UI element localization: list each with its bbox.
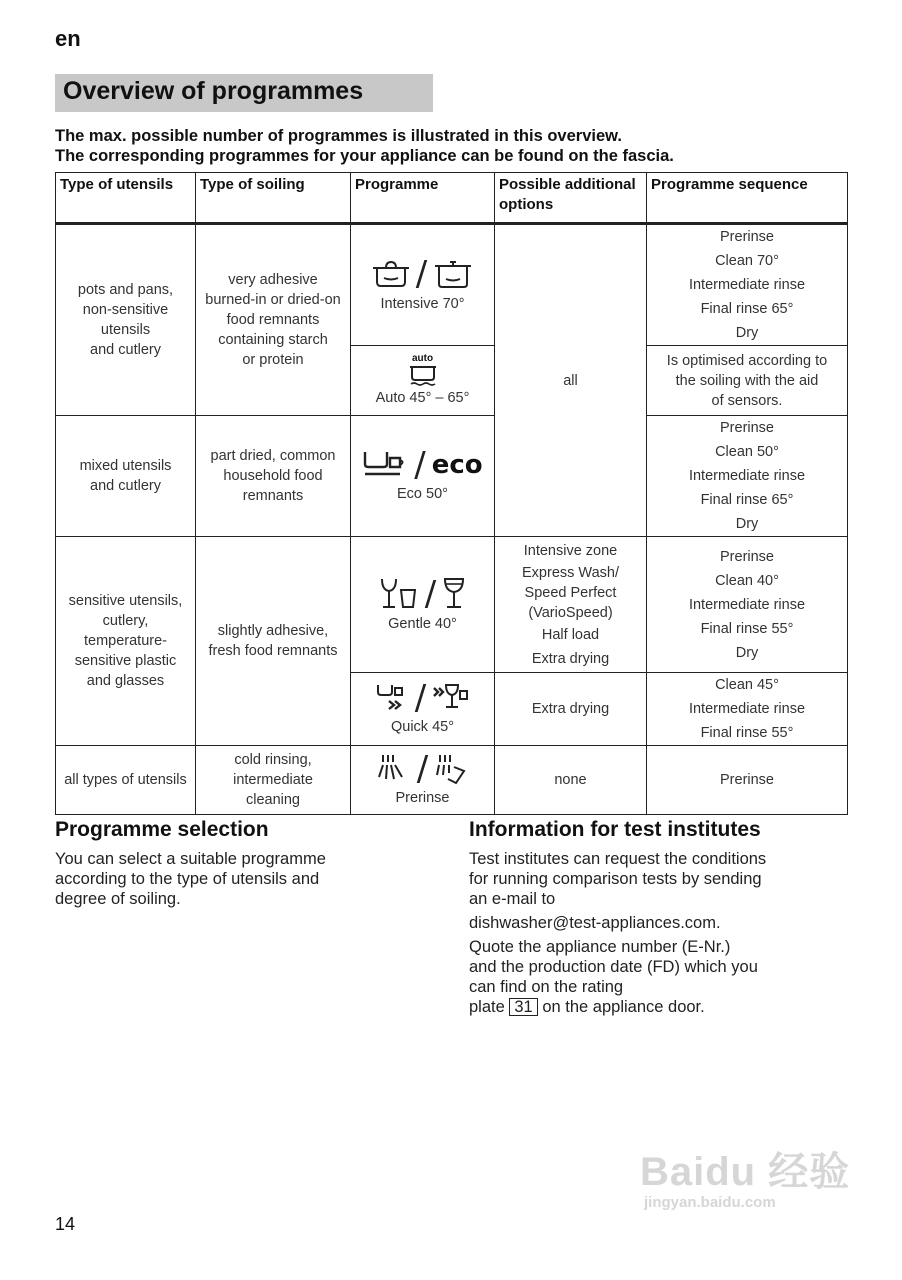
sequence-step: Prerinse — [720, 548, 774, 565]
programme-prerinse — [351, 746, 495, 815]
header-programme-sequence: Programme sequence — [647, 173, 848, 224]
programme-gentle — [351, 537, 495, 673]
options-all-cell — [495, 224, 647, 537]
option-item: Speed Perfect — [524, 584, 617, 601]
programme-name: Gentle 40° — [388, 615, 457, 632]
utensils-line: sensitive plastic — [74, 653, 177, 669]
programme-name: Quick 45° — [390, 719, 455, 735]
utensils-line: sensitive utensils, — [68, 593, 183, 609]
watermark-logo: Baidu 经验 — [640, 1150, 851, 1194]
soiling-line: cleaning — [245, 792, 300, 808]
email-address[interactable]: dishwasher@test-appliances.com. — [469, 914, 721, 932]
bowl-cup-icon — [362, 448, 408, 482]
rating-plate-reference: 31 — [509, 998, 537, 1016]
sequence-step: Final rinse 55° — [700, 620, 794, 637]
pot-icon — [372, 256, 410, 292]
page-title: Overview of programmes — [55, 74, 433, 112]
quick-cup-icon — [375, 682, 409, 714]
sequence-step: Intermediate rinse — [688, 596, 806, 613]
sequence-gentle — [647, 537, 848, 673]
option-item: (VarioSpeed) — [528, 604, 613, 621]
test-institutes-text — [469, 849, 766, 1017]
soiling-line: intermediate — [233, 772, 313, 788]
slash-separator: / — [424, 573, 437, 614]
text-line: You can select a suitable programme — [55, 850, 326, 868]
slash-separator: / — [416, 749, 429, 789]
watermark — [640, 1150, 850, 1212]
option-item: Extra drying — [531, 701, 610, 717]
sequence-step: Clean 40° — [715, 572, 779, 589]
soiling-line: household food — [223, 468, 323, 484]
utensils-cell — [56, 224, 196, 416]
table-row — [56, 746, 848, 815]
options-prerinse — [495, 746, 647, 815]
sequence-step: Final rinse 65° — [700, 492, 794, 508]
test-institutes-title: Information for test institutes — [469, 818, 761, 841]
text-line: according to the type of utensils and — [55, 870, 320, 888]
programme-table — [55, 172, 848, 815]
programme-intensive — [351, 224, 495, 346]
text-line: for running comparison tests by sending — [469, 870, 762, 888]
utensils-line: and glasses — [86, 673, 165, 689]
sequence-step: the soiling with the aid — [675, 372, 819, 389]
option-item: none — [554, 772, 587, 788]
sequence-step: Is optimised according to — [666, 352, 828, 369]
programme-name: Prerinse — [395, 790, 450, 806]
slash-separator: / — [415, 254, 428, 294]
option-item: Extra drying — [531, 650, 610, 667]
table-header-row — [56, 173, 848, 224]
programme-eco — [351, 416, 495, 537]
text-line: and the production date (FD) which you — [469, 958, 758, 976]
intro-line: The corresponding programmes for your appliance can be found on the fascia. — [55, 147, 674, 165]
sequence-quick — [647, 673, 848, 746]
utensils-cell — [56, 416, 196, 537]
utensils-line: cutlery, — [102, 613, 149, 629]
utensils-line: non-sensitive — [82, 302, 169, 318]
sequence-step: Final rinse 55° — [700, 725, 794, 741]
options-gentle — [495, 537, 647, 673]
text-line: can find on the rating — [469, 978, 624, 996]
plate-suffix: on the appliance door. — [542, 998, 705, 1016]
programme-name: Eco 50° — [397, 486, 448, 502]
sequence-step: Intermediate rinse — [688, 701, 806, 717]
text-line — [469, 997, 766, 1017]
text-line: an e-mail to — [469, 890, 556, 908]
option-item: Intensive zone — [523, 542, 618, 559]
programme-auto — [351, 346, 495, 416]
utensils-line: and cutlery — [90, 478, 161, 494]
sequence-step: Clean 45° — [715, 677, 779, 693]
utensils-line: all types of utensils — [64, 772, 187, 788]
sequence-step: Intermediate rinse — [688, 468, 806, 484]
sequence-step: Intermediate rinse — [688, 277, 806, 293]
programme-selection-text — [55, 849, 326, 909]
soiling-line: slightly adhesive, — [217, 623, 329, 639]
utensils-line: temperature- — [83, 633, 167, 649]
sequence-step: Prerinse — [720, 229, 774, 245]
page-number: 14 — [55, 1214, 76, 1234]
intro-text — [55, 126, 674, 166]
spray-icon — [377, 753, 411, 785]
auto-label: auto — [411, 352, 434, 364]
soiling-line: cold rinsing, — [234, 752, 312, 768]
eco-label: eco — [431, 450, 483, 480]
sequence-prerinse — [647, 746, 848, 815]
text-line: degree of soiling. — [55, 890, 181, 908]
header-additional-options: Possible additional options — [495, 173, 647, 224]
table-row — [56, 224, 848, 346]
soiling-cell — [196, 746, 351, 815]
programme-selection-title: Programme selection — [55, 818, 269, 841]
spray-glass-icon — [434, 753, 468, 785]
sequence-step: Dry — [735, 325, 759, 341]
utensils-cell — [56, 746, 196, 815]
soiling-line: burned-in or dried-on — [205, 292, 341, 308]
option-item: Half load — [541, 626, 600, 643]
sequence-step: Dry — [735, 644, 759, 661]
utensils-line: pots and pans, — [77, 282, 174, 298]
programme-name: Auto 45° – 65° — [375, 389, 470, 406]
programme-quick — [351, 673, 495, 746]
text-line: Test institutes can request the conditions — [469, 850, 767, 868]
sequence-step: Prerinse — [720, 420, 774, 436]
soiling-cell — [196, 224, 351, 416]
soiling-line: very adhesive — [228, 272, 318, 288]
header-type-of-utensils: Type of utensils — [56, 173, 196, 224]
table-row — [56, 416, 848, 537]
wine-glass-icon — [442, 576, 466, 612]
utensils-line: mixed utensils — [79, 458, 172, 474]
sequence-intensive — [647, 224, 848, 346]
programme-name: Intensive 70° — [380, 296, 465, 312]
glass-cup-icon — [379, 576, 419, 612]
table-row — [56, 537, 848, 673]
intro-line: The max. possible number of programmes is illustrated in this overview. — [55, 127, 622, 145]
watermark-url: jingyan.baidu.com — [644, 1194, 776, 1211]
sequence-step: Clean 50° — [715, 444, 779, 460]
slash-separator: / — [414, 445, 426, 485]
utensils-cell — [56, 537, 196, 746]
sequence-step: of sensors. — [711, 392, 783, 409]
language-code: en — [55, 26, 81, 51]
utensils-line: and cutlery — [90, 342, 161, 358]
soiling-line: part dried, common — [210, 448, 336, 464]
header-programme: Programme — [351, 173, 495, 224]
text-line: Quote the appliance number (E-Nr.) — [469, 938, 731, 956]
utensils-line: utensils — [100, 322, 151, 338]
option-item: Express Wash/ — [522, 564, 619, 581]
options-text: all — [563, 372, 578, 389]
quick-glass-icon — [432, 682, 470, 714]
soiling-line: fresh food remnants — [208, 643, 338, 659]
soiling-line: food remnants — [226, 312, 320, 328]
sequence-step: Clean 70° — [715, 253, 779, 269]
slash-separator: / — [414, 678, 427, 718]
options-quick — [495, 673, 647, 746]
soiling-line: or protein — [242, 352, 304, 368]
pan-icon — [433, 256, 473, 292]
soiling-line: containing starch — [218, 332, 328, 348]
auto-basket-icon — [408, 364, 438, 386]
plate-prefix: plate — [469, 998, 505, 1016]
soiling-cell — [196, 416, 351, 537]
sequence-eco — [647, 416, 848, 537]
sequence-step: Prerinse — [720, 772, 774, 788]
soiling-line: remnants — [242, 488, 304, 504]
header-type-of-soiling: Type of soiling — [196, 173, 351, 224]
sequence-step: Final rinse 65° — [700, 301, 794, 317]
sequence-auto — [647, 346, 848, 416]
soiling-cell — [196, 537, 351, 746]
sequence-step: Dry — [735, 516, 759, 532]
